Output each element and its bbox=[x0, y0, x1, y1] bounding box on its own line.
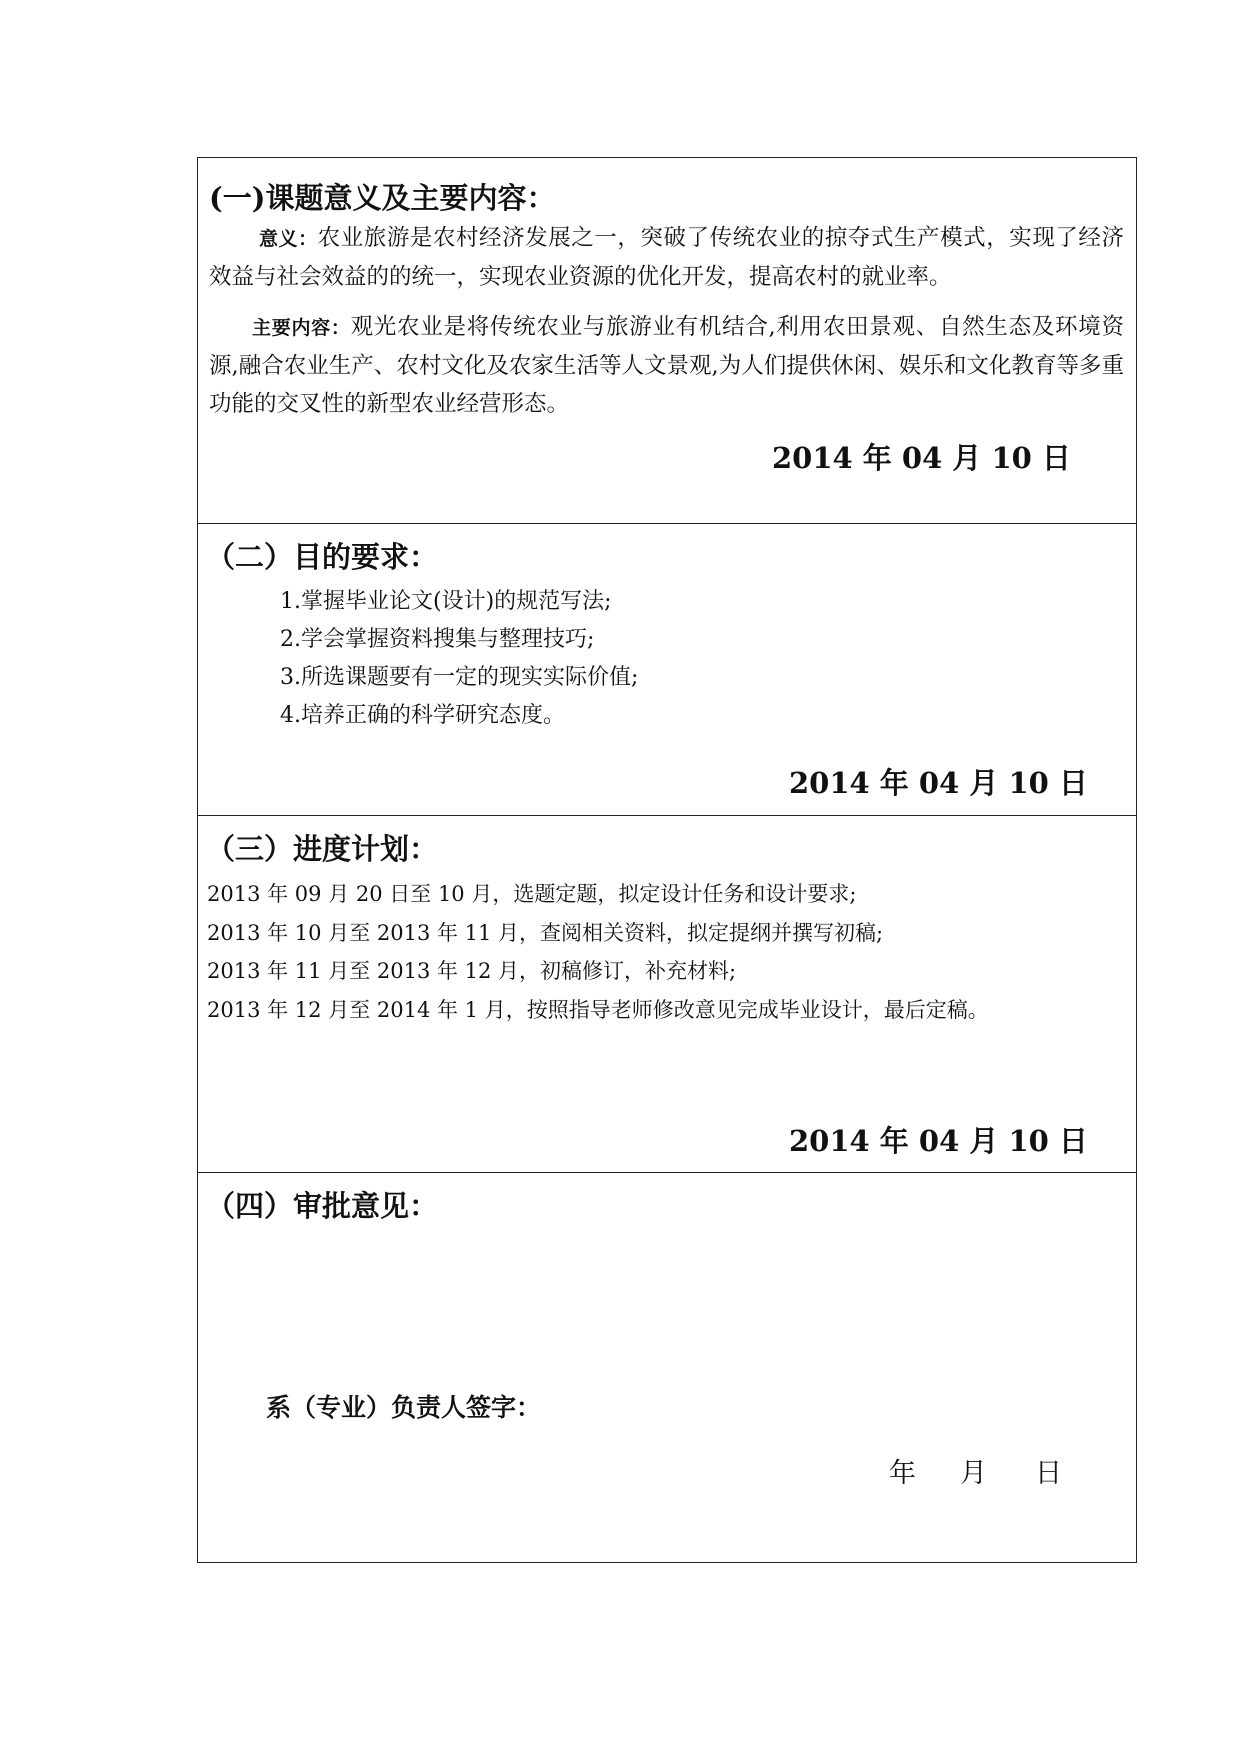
section-schedule bbox=[198, 816, 1136, 1173]
content-label: 主要内容： bbox=[252, 317, 351, 339]
day-label: 日 bbox=[1035, 1458, 1062, 1489]
list-item: 2.学会掌握资料搜集与整理技巧; bbox=[280, 627, 595, 652]
section-approval bbox=[198, 1173, 1136, 1562]
section-date: 2014 年 04 月 10 日 bbox=[789, 766, 1088, 800]
signature-label: 系（专业）负责人签字： bbox=[266, 1393, 542, 1422]
section-topic-significance bbox=[198, 158, 1136, 524]
meaning-label: 意义： bbox=[259, 228, 318, 250]
section-heading: （四）审批意见： bbox=[206, 1189, 439, 1223]
list-item: 4.培养正确的科学研究态度。 bbox=[280, 703, 565, 728]
month-label: 月 bbox=[960, 1458, 987, 1489]
list-item: 2013 年 10 月至 2013 年 11 月，查阅相关资料，拟定提纲并撰写初稿; bbox=[207, 920, 884, 945]
list-item: 2013 年 11 月至 2013 年 12 月，初稿修订，补充材料; bbox=[207, 959, 737, 983]
list-item: 3.所选课题要有一定的现实实际价值; bbox=[280, 665, 639, 690]
year-label: 年 bbox=[889, 1458, 916, 1489]
task-form-table bbox=[197, 157, 1137, 1563]
list-item: 2013 年 12 月至 2014 年 1 月，按照指导老师修改意见完成毕业设计，最后定稿。 bbox=[207, 997, 989, 1022]
section-date: 2014 年 04 月 10 日 bbox=[789, 1124, 1088, 1158]
objectives-list bbox=[280, 583, 638, 735]
meaning-paragraph bbox=[209, 219, 1124, 296]
content-paragraph bbox=[209, 308, 1124, 423]
section-date: 2014 年 04 月 10 日 bbox=[772, 441, 1071, 475]
section-heading: (一)课题意义及主要内容： bbox=[209, 181, 556, 215]
schedule-list bbox=[207, 875, 989, 1029]
content-text: 观光农业是将传统农业与旅游业有机结合,利用农田景观、自然生态及环境资源,融合农业生产、农村文化及农家生活等人文景观,为人们提供休闲、娱乐和文化教育等多重功能的交叉性的新型农业经营形态。 bbox=[209, 314, 1124, 417]
section-objectives bbox=[198, 524, 1136, 816]
list-item: 1.掌握毕业论文(设计)的规范写法; bbox=[280, 589, 612, 614]
section-heading: （二）目的要求： bbox=[206, 540, 439, 574]
list-item: 2013 年 09 月 20 日至 10 月，选题定题，拟定设计任务和设计要求; bbox=[207, 882, 857, 906]
meaning-text: 农业旅游是农村经济发展之一，突破了传统农业的掠夺式生产模式，实现了经济效益与社会效益的的统一，实现农业资源的优化开发，提高农村的就业率。 bbox=[209, 225, 1124, 290]
section-heading: （三）进度计划： bbox=[206, 832, 439, 866]
